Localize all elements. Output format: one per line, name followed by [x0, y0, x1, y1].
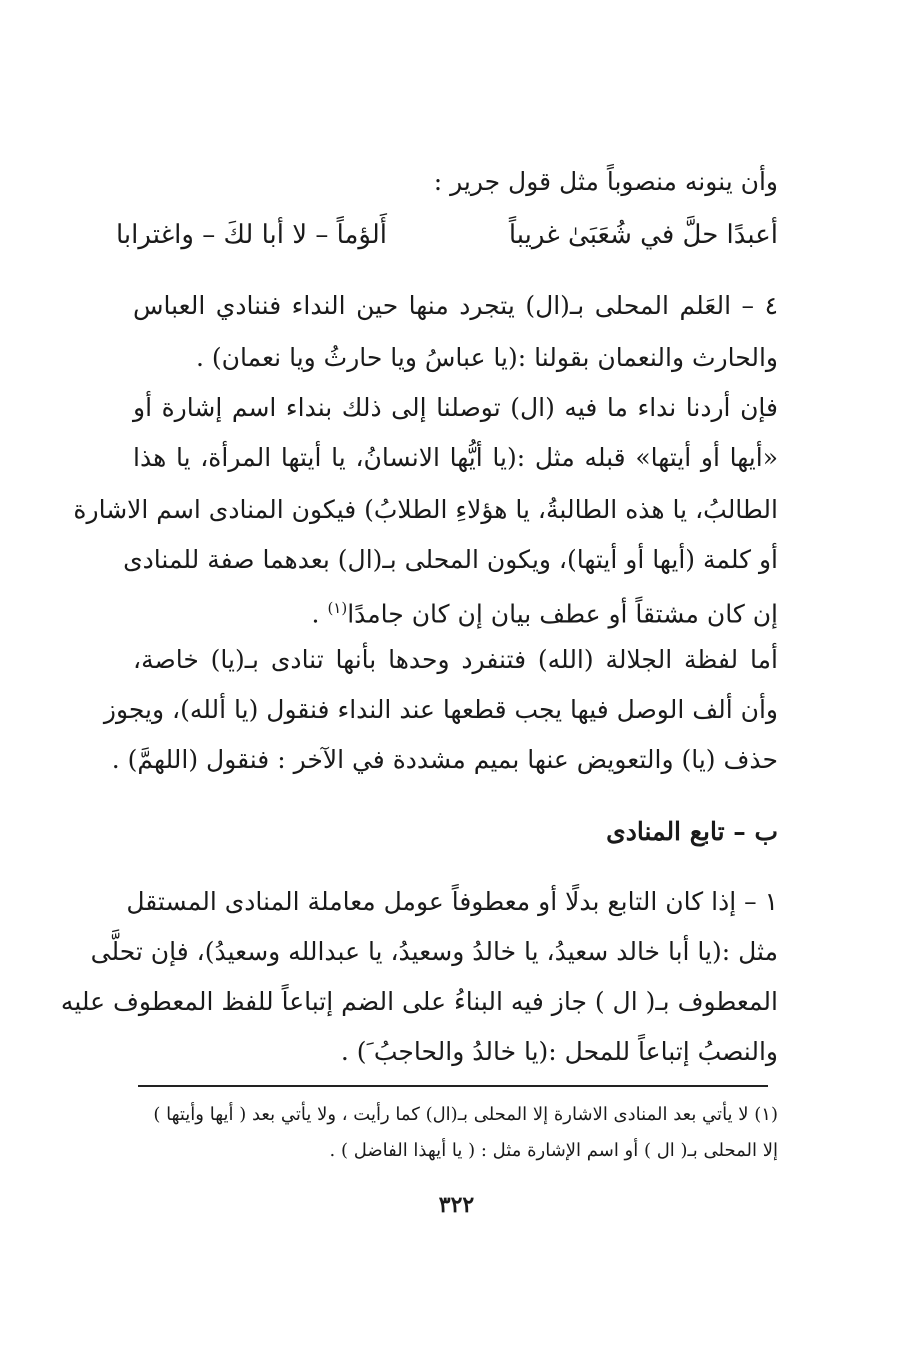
text-line-4: والحارث والنعمان بقولنا :(يا عباسُ ويا حارثُ ويا نعمان) .	[196, 343, 778, 372]
footnote-line-1: (١) لا يأتي بعد المنادى الاشارة إلا المحلى بـ(ال) كما رأيت ، ولا يأتي بعد ( أيها وأيتها )	[153, 1104, 778, 1125]
text-line-7: الطالبُ، يا هذه الطالبةُ، يا هؤلاءِ الطلابُ) فيكون المنادى اسم الاشارة	[73, 495, 778, 524]
footnote-line-2: إلا المحلى بـ( ال ) أو اسم الإشارة مثل : ( يا أيهذا الفاضل ) .	[329, 1140, 778, 1161]
text-line-5: فإن أردنا نداء ما فيه (ال) توصلنا إلى ذلك بنداء اسم إشارة أو	[133, 393, 778, 422]
text-line-15: مثل :(يا أبا خالد سعيدُ، يا خالدُ وسعيدُ، يا عبدالله وسعيدُ)، فإن تحلَّى	[90, 937, 778, 966]
text-line-3: ٤ – العَلم المحلى بـ(ال) يتجرد منها حين النداء فننادي العباس	[133, 291, 778, 320]
text-line-6: «أيها أو أيتها» قبله مثل :(يا أيُّها الانسانُ، يا أيتها المرأة، يا هذا	[133, 443, 778, 472]
text-line-1: وأن ينونه منصوباً مثل قول جرير :	[433, 167, 778, 196]
poem-hemistich-second: أَلؤماً – لا أبا لكَ – واغترابا	[116, 220, 388, 250]
text-line-17: والنصبُ إتباعاً للمحل :(يا خالدُ والحاجبُ َ) .	[340, 1037, 778, 1066]
text-line-10: أما لفظة الجلالة (الله) فتنفرد وحدها بأنها تنادى بـ(يا) خاصة،	[133, 645, 778, 674]
footnote-reference: (١)	[327, 599, 348, 617]
text-line-16: المعطوف بـ( ال ) جاز فيه البناءُ على الضم إتباعاً للفظ المعطوف عليه	[60, 987, 778, 1016]
section-heading: ب – تابع المنادى	[606, 817, 778, 846]
footnote-separator	[138, 1085, 768, 1087]
poem-hemistich-first: أعبدًا حلَّ في شُعَبَىٰ غريباً	[508, 220, 778, 250]
text-line-9-body: إن كان مشتقاً أو عطف بيان إن كان جامدًا	[347, 599, 778, 629]
text-line-14: ١ – إذا كان التابع بدلًا أو معطوفاً عومل معاملة المنادى المستقل	[126, 887, 778, 916]
text-line-9	[133, 588, 778, 634]
poem-verse	[116, 220, 778, 264]
text-line-12: حذف (يا) والتعويض عنها بميم مشددة في الآخر : فنقول (اللهمَّ) .	[111, 745, 778, 774]
page-number: ٣٢٢	[438, 1192, 475, 1218]
text-line-11: وأن ألف الوصل فيها يجب قطعها عند النداء فنقول (يا ألله)، ويجوز	[103, 695, 778, 724]
text-line-8: أو كلمة (أيها أو أيتها)، ويكون المحلى بـ(ال) بعدهما صفة للمنادى	[123, 545, 778, 574]
text-line-9-end: .	[311, 599, 328, 629]
